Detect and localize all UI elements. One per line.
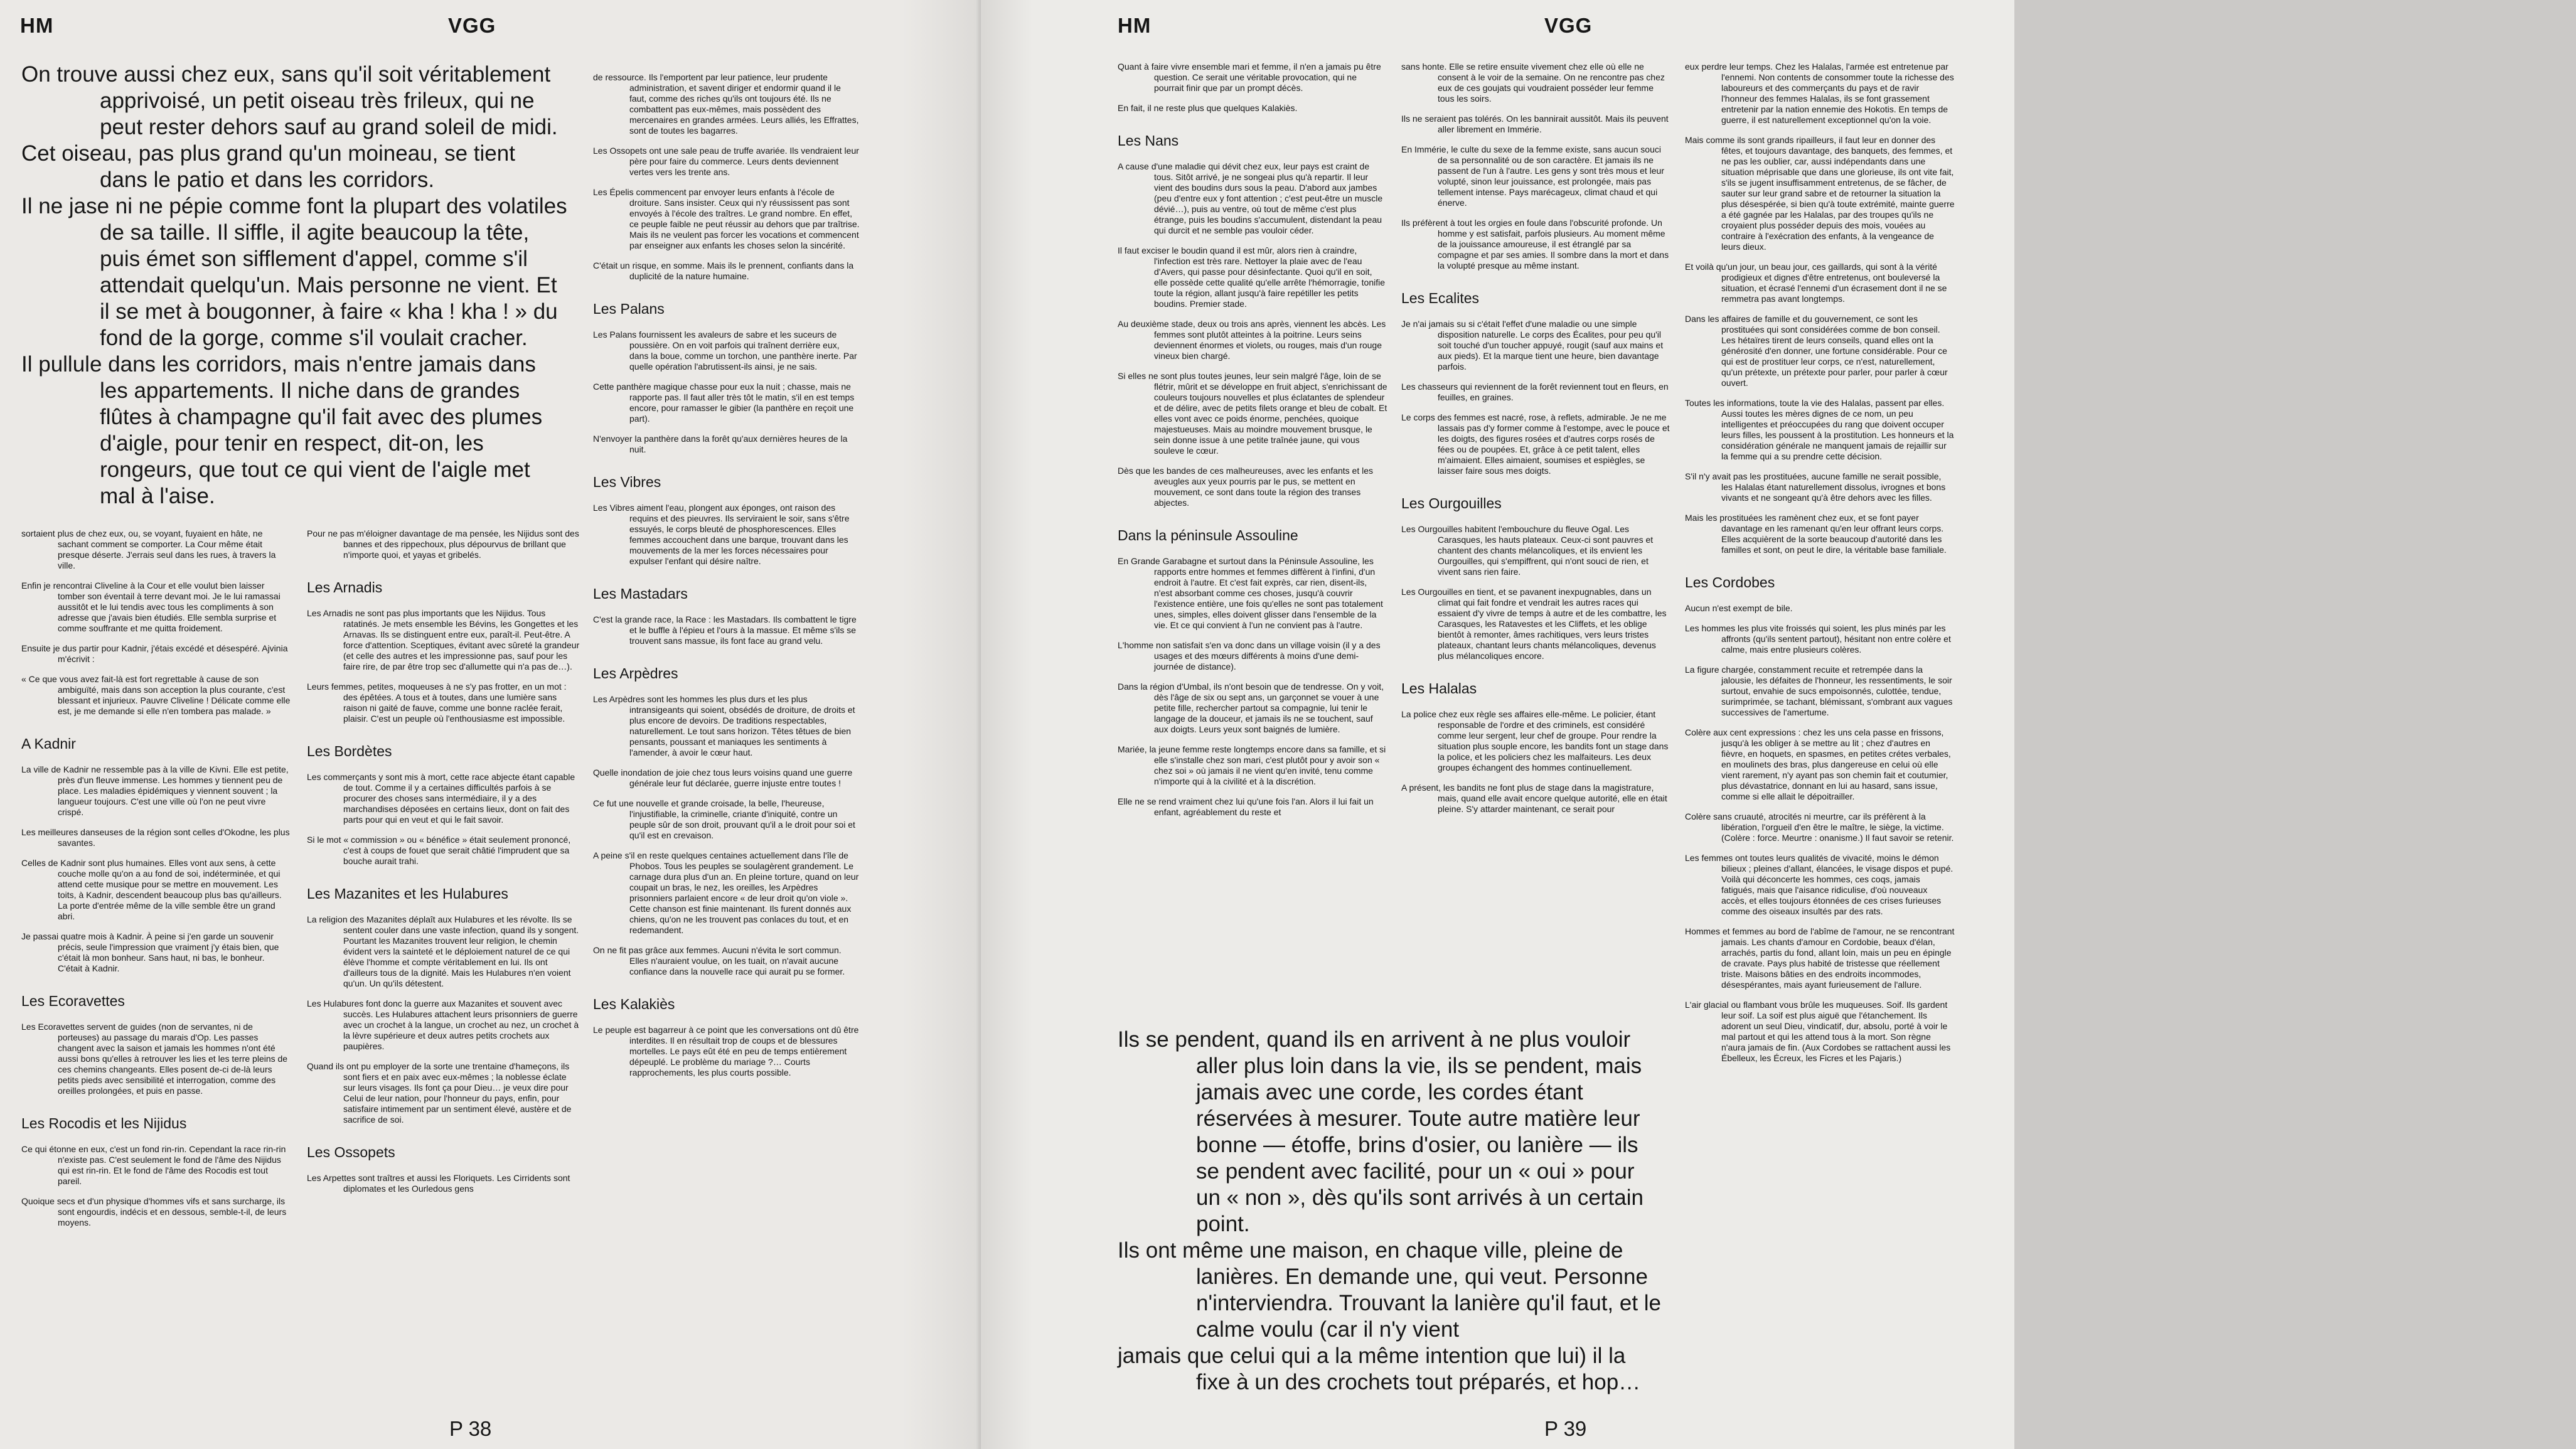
paragraph xyxy=(593,146,860,178)
paragraph xyxy=(1118,103,1387,114)
paragraph xyxy=(1118,161,1387,236)
paragraph-text: Les Ourgouilles habitent l'embouchure du fleuve Ogal. Les Carasques, les hauts plateaux. Ceux-ci sont pauvres et chantent des chants mélancoliques, et ils envient les Ourgouilles, qui s'empiffrent, qui n'ont souci de rien, et vivent sans rien faire. xyxy=(1401,524,1654,577)
paragraph xyxy=(1401,412,1671,476)
paragraph-text: Celles de Kadnir sont plus humaines. Elles vont aux sens, à cette couche molle qu'on a au fond de soi, indéterminée, et qui attend cette musique pour se mettre en mouvement. Les toits, à Kadnir, descendent beaucoup plus bas qu'ailleurs. La porte d'entrée même de la ville semble être un grand abri. xyxy=(21,858,282,921)
section-heading: Les Mazanites et les Hulabures xyxy=(307,885,508,902)
paragraph xyxy=(21,1144,291,1187)
paragraph-text: Dans les affaires de famille et du gouvernement, ce sont les prostituées qui sont considérées comme de bon conseil. Les hétaïres tirent de leurs conseils, quand elles ont la générosité d'en donner, une fortune considérable. Pour ce qui est de prostituer leur corps, ce n'est, naturellement, qu'un prétexte, un prétexte pour parler, pour parler à cœur ouvert. xyxy=(1685,314,1948,388)
paragraph xyxy=(1401,218,1671,271)
paragraph-text: Quelle inondation de joie chez tous leurs voisins quand une guerre générale leur fut déclarée, guerre injuste entre toutes ! xyxy=(593,767,853,788)
section-heading: Les Arnadis xyxy=(307,579,383,596)
text-column-a xyxy=(21,528,291,1238)
paragraph xyxy=(307,608,580,672)
paragraph-text: Ensuite je dus partir pour Kadnir, j'étais excédé et désespéré. Ajvinia m'écrivit : xyxy=(21,643,288,664)
running-head-left: HM xyxy=(20,14,54,37)
backdrop xyxy=(2014,0,2576,1449)
paragraph xyxy=(307,772,580,825)
paragraph-text: Pour ne pas m'éloigner davantage de ma pensée, les Nijidus sont des bannes et des rippechoux, plus dépourvus de brillant que n'importe quoi, et yayas et gribelés. xyxy=(307,528,579,560)
paragraph-text: Enfin je rencontrai Cliveline à la Cour et elle voulut bien laisser tomber son éventail à terre devant moi. Je le lui ramassai aussitôt et le lui tendis avec tous les compliments à son adresse que j'avais bien étudiés. Elle sembla surprise et comme souffrante et me quitta froidement. xyxy=(21,580,281,633)
paragraph-text: sortaient plus de chez eux, ou, se voyant, fuyaient en hâte, ne sachant comment se comporter. La Cour même était presque déserte. J'errais seul dans les rues, à travers la ville. xyxy=(21,528,276,570)
section-heading: Les Ourgouilles xyxy=(1401,495,1502,511)
paragraph xyxy=(1118,744,1387,787)
section-heading: Les Palans xyxy=(593,301,665,317)
paragraph-text: Quand ils ont pu employer de la sorte une trentaine d'hameçons, ils sont fiers et en paix avec eux-mêmes ; la noblesse éclate sur leurs visages. Ils font ça pour Dieu… je veux dire pour Celui de leur nation, pour l'honneur du pays, enfin, pour satisfaire intimement par un sentiment élevé, austère et de sacrifice de soi. xyxy=(307,1061,572,1125)
paragraph xyxy=(307,1173,580,1194)
paragraph xyxy=(1685,471,1955,503)
section-heading: Les Nans xyxy=(1118,132,1179,149)
paragraph-text: Les hommes les plus vite froissés qui soient, les plus minés par les affronts (qu'ils sentent partout), hésitant non entre colère et calme, mais entre plusieurs colères. xyxy=(1685,623,1951,655)
paragraph xyxy=(307,528,580,560)
paragraph-text: A cause d'une maladie qui dévit chez eux, leur pays est craint de tous. Sitôt arrivé, je ne songeai plus qu'à repartir. Il leur vient des boudins durs sous la peau. D'abord aux jambes (peu d'entre eux y font attention ; c'est peut-être un muscle dévié…), puis au ventre, où tout de même c'est plus étrange, puis les boudins s'accumulent, distendant la peau qui durcit et ne semble pas vouloir céder. xyxy=(1118,161,1383,235)
section-heading: Les Ossopets xyxy=(307,1144,395,1160)
paragraph xyxy=(21,674,291,717)
paragraph xyxy=(1401,587,1671,661)
paragraph-text: La police chez eux règle ses affaires elle-même. Le policier, étant responsable de l'ordre et des criminels, est considéré comme leur sergent, leur chef de groupe. Pour rendre la situation plus souple encore, les bandits font un stage dans la police, et les policiers chez les malfaiteurs. Les deux groupes échangent des hommes continuellement. xyxy=(1401,709,1669,773)
paragraph-text: A peine s'il en reste quelques centaines actuellement dans l'île de Phobos. Tous les peuples se soulagèrent grandement. Le carnage dura plus d'un an. En pleine torture, quand on leur coupait un bras, le nez, les oreilles, les Arpèdres prisonniers parlaient encore « de leur droit qu'on viole ». Cette chanson est finie maintenant. Ils furent donnés aux chiens, qu'on ne les trouvent pas conlaces du tout, et en redemandent. xyxy=(593,850,859,935)
paragraph-text: Les Hulabures font donc la guerre aux Mazanites et souvent avec succès. Les Hulabures attachent leurs prisonniers de guerre avec un crochet à la langue, un crochet au nez, un crochet à la lèvre supérieure et deux autres petits crochets aux paupières. xyxy=(307,998,579,1051)
paragraph-text: Mais comme ils sont grands ripailleurs, il faut leur en donner des fêtes, et toujours davantage, des banquets, des femmes, et ne pas les oublier, car, aussi indépendants dans une situation méprisable que dans une glorieuse, ils ont vite fait, s'ils se jugent insuffisamment entretenus, de se fâcher, de sauter sur leur grand sabre et de retourner la situation la plus désespérée, si bien qu'à toute extrémité, mainte guerre a été gagnée par les Halalas, par des troupes qu'ils ne croyaient plus posséder depuis des mois, vouées au contraire à l'exécration des enfants, à la vengeance de leurs dieux. xyxy=(1685,135,1955,252)
paragraph-text: de ressource. Ils l'emportent par leur patience, leur prudente administration, et savent diriger et endormir quand il le faut, comme des riches qu'ils ont toujours été. Ils ne combattent pas eux-mêmes, mais possèdent des mercenaires en grandes armées. Leurs alliés, les Effrattes, sont de toutes les bagarres. xyxy=(593,72,859,136)
paragraph-text: Je n'ai jamais su si c'était l'effet d'une maladie ou une simple disposition naturelle. Le corps des Écalites, pour peu qu'il soit touché d'un toucher appuyé, rougit (sauf aux mains et aux pieds). Et la marque tient une heure, bien davantage parfois. xyxy=(1401,319,1664,372)
paragraph xyxy=(1685,61,1955,126)
paragraph-text: Et voilà qu'un jour, un beau jour, ces gaillards, qui sont à la vérité prodigieux et dignes d'être entretenus, ont bouleversé la situation, et écrasé l'ennemi d'un écrasement dont il ne se remmetra pas avant longtemps. xyxy=(1685,262,1947,304)
paragraph-text: Les Arnadis ne sont pas plus importants que les Nijidus. Tous ratatinés. Je mets ensemble les Bévins, les Gongettes et les Arnavas. Ils se distinguent entre eux, paraît-il. Peut-être. A force d'attention. Sceptiques, évitant avec sûreté la grandeur (et celle des autres et les impressionne pas, sauf pour les faire rire, de par être trop sec d'allumette qui n'a pas de…). xyxy=(307,608,580,671)
paragraph-text: Elle ne se rend vraiment chez lui qu'une fois l'an. Alors il lui fait un enfant, agréablement du reste et xyxy=(1118,796,1374,817)
paragraph-text: Colère aux cent expressions : chez les uns cela passe en frissons, jusqu'à les obliger à se mettre au lit ; chez d'autres en fièvre, en hoquets, en spasmes, en petites crétes verbales, en moulinets des bras, plus dangereuse en celui où elle vient rarement, n'y ayant pas son chemin fait et coutumier, plus dévastatrice, donnant en lui au hasard, sans issue, comme si elle allait le dépoitrailler. xyxy=(1685,727,1951,801)
paragraph xyxy=(593,767,860,789)
paragraph xyxy=(1118,61,1387,94)
paragraph xyxy=(1685,1000,1955,1064)
paragraph xyxy=(1685,603,1955,614)
lead-paragraph: On trouve aussi chez eux, sans qu'il soit véritablement apprivoisé, un petit oiseau très frileux, qui ne peut rester dehors sauf au grand soleil de midi. xyxy=(21,62,558,139)
paragraph xyxy=(593,1025,860,1078)
text-column-a xyxy=(1118,61,1387,827)
paragraph xyxy=(1401,144,1671,208)
paragraph-text: En Immérie, le culte du sexe de la femme existe, sans aucun souci de sa personnalité ou de son caractère. Et jamais ils ne passent de l'un à l'autre. Les gens y sont très mous et leur volupté, sinon leur jouissance, est prolongée, mais pas tellement intense. Pays marécageux, climat chaud et qui énerve. xyxy=(1401,144,1664,208)
paragraph-text: Aucun n'est exempt de bile. xyxy=(1685,603,1793,613)
paragraph-text: C'est la grande race, la Race : les Mastadars. Ils combattent le tigre et le buffle à l'épieu et l'ours à la massue. Et même s'ils se trouvent sans massue, ils font face au grand velu. xyxy=(593,614,857,646)
paragraph-text: En fait, il ne reste plus que quelques Kalakiès. xyxy=(1118,103,1298,113)
paragraph xyxy=(1685,727,1955,802)
paragraph xyxy=(1685,853,1955,917)
paragraph xyxy=(1685,398,1955,462)
paragraph-text: S'il n'y avait pas les prostituées, aucune famille ne serait possible, les Halalas étant naturellement dissolus, ivrognes et bons vivants et ne songeant qu'à être dehors avec les filles. xyxy=(1685,471,1946,503)
paragraph xyxy=(1685,665,1955,718)
lead-paragraph: jamais que celui qui a la même intention que lui) il la fixe à un des crochets tout préparés, et hop… xyxy=(1118,1344,1641,1394)
paragraph xyxy=(1401,709,1671,773)
paragraph xyxy=(21,764,291,818)
paragraph-text: Hommes et femmes au bord de l'abîme de l'amour, ne se rencontrant jamais. Les chants d'amour en Cordobie, beaux d'élan, arrachés, partis du fond, allant loin, mais un peu en épingle de cravate. Pays plus habité de tristesse que réellement triste. Maisons bâties en des endroits incommodes, désespérantes, mais ayant furieusement de l'allure. xyxy=(1685,926,1955,990)
paragraph-text: Ils préfèrent à tout les orgies en foule dans l'obscurité profonde. Un homme y est satisfait, parfois plusieurs. Au moment même de la jouissance amoureuse, il est étranglé par sa compagne et par ses amies. Il sombre dans la mort et dans la volupté presque au même instant. xyxy=(1401,218,1669,270)
text-column-b xyxy=(307,528,580,1204)
running-head-left: HM xyxy=(1118,14,1152,37)
lead-text xyxy=(1118,1027,1664,1396)
paragraph xyxy=(593,945,860,977)
paragraph-text: Le peuple est bagarreur à ce point que les conversations ont dû être interdites. Il en résultait trop de coups et de blessures mortelles. Le pays eût été en peu de temps entièrement dépeuplé. Le problème du mariage ?… Courts rapprochements, les plus courts possible. xyxy=(593,1025,859,1077)
paragraph-text: Les Ourgouilles en tient, et se pavanent inexpugnables, dans un climat qui fait fondre et vendrait les autres races qui essaient d'y vivre de temps à autre et de les combattre, les Carasques, les Ratavestes et les Cliffets, et les oblige bientôt à remonter, âmes rachitiques, vers leurs tristes plateaux, chantant leurs chants mélancoliques, devenus plus mélancoliques encore. xyxy=(1401,587,1667,661)
paragraph-text: C'était un risque, en somme. Mais ils le prennent, confiants dans la duplicité de la nature humaine. xyxy=(593,260,854,281)
lead-paragraph: Il pullule dans les corridors, mais n'entre jamais dans les appartements. Il niche dans de grandes flûtes à champagne qu'il fait avec des plumes d'aigle, pour tenir en respect, dit-on, les rongeurs, que tout ce qui vient de l'aigle met mal à l'aise. xyxy=(21,352,543,508)
paragraph xyxy=(1118,640,1387,672)
paragraph xyxy=(593,72,860,136)
section-heading: Les Rocodis et les Nijidus xyxy=(21,1115,187,1131)
paragraph-text: Les Arpettes sont traîtres et aussi les Floriquets. Les Cirridents sont diplomates et les Ourledous gens xyxy=(307,1173,570,1194)
paragraph-text: La religion des Mazanites déplaît aux Hulabures et les révolte. Ils se sentent couler dans une vaste infection, quand ils y songent. Pourtant les Mazanites trouvent leur religion, le chemin évident vers la sainteté et le déploiement naturel de ce qui élève l'homme et compte véritablement en lui. Ils ont d'ailleurs tous de la dignité. Mais les Hulabures n'en voient qu'un. Un qu'ils détestent. xyxy=(307,914,579,988)
paragraph xyxy=(593,850,860,936)
paragraph xyxy=(593,187,860,251)
paragraph xyxy=(1685,513,1955,555)
paragraph-text: En Grande Garabagne et surtout dans la Péninsule Assouline, les rapports entre hommes et femmes diffèrent à l'infini, d'un endroit à l'autre. Et c'est fait exprès, car rien, disent-ils, n'est absorbant comme ces choses, jusqu'à couvrir l'existence entière, une fois qu'elles ne sont pas totalement unes, simples, elles doivent glisser dans l'ensemble de la vie. Et ce qui convient à l'un ne convient pas à l'autre. xyxy=(1118,556,1383,630)
paragraph-text: Les commerçants y sont mis à mort, cette race abjecte étant capable de tout. Comme il y a certaines difficultés parfois à se procurer des choses sans intermédiaire, il y a des marchandises déposées en certains lieux, dont on fait des parts pour qui en veut et qui le fait savoir. xyxy=(307,772,575,825)
paragraph xyxy=(307,835,580,867)
paragraph xyxy=(1118,556,1387,631)
paragraph-text: N'envoyer la panthère dans la forêt qu'aux dernières heures de la nuit. xyxy=(593,434,848,454)
page-number: P 38 xyxy=(449,1417,492,1440)
paragraph-text: Il faut exciser le boudin quand il est mûr, alors rien à craindre, l'infection est très rare. Nettoyer la plaie avec de l'eau d'Avers, qui passe pour désinfectante. Quoi qu'il en soit, elle possède cette qualité qu'elle arrête l'hémorragie, tonifie toute la région, allant jusqu'à faire repétiller les petits boudins. Premier stade. xyxy=(1118,245,1386,309)
section-heading: Les Ecalites xyxy=(1401,290,1480,306)
paragraph xyxy=(21,1022,291,1096)
paragraph-text: L'air glacial ou flambant vous brûle les muqueuses. Soif. Ils gardent leur soif. La soif est plus aiguë que l'étanchement. Ils adorent un seul Dieu, vindicatif, dur, absolu, porté à voir le mal partout et qui les attend tous à la mort. Son règne n'aura jamais de fin. (Aux Cordobes se rattachent aussi les Ébelleux, les Écreux, les Ficres et les Pajaris.) xyxy=(1685,1000,1951,1063)
page-number: P 39 xyxy=(1544,1417,1587,1440)
paragraph xyxy=(1685,926,1955,990)
paragraph-text: A présent, les bandits ne font plus de stage dans la magistrature, mais, quand elle avait encore quelque autorité, elle en était pleine. S'y attarder maintenant, ce serait pour xyxy=(1401,783,1667,814)
paragraph-text: sans honte. Elle se retire ensuite vivement chez elle où elle ne consent à le voir de la semaine. On ne rencontre pas chez eux de ces goujats qui voudraient posséder leur femme tous les soirs. xyxy=(1401,61,1665,104)
paragraph xyxy=(21,580,291,634)
paragraph xyxy=(21,528,291,571)
paragraph-text: Les femmes ont toutes leurs qualités de vivacité, moins le démon bilieux ; pleines d'allant, élancées, le visage dispos et pupé. Voilà qui déconcerte les hommes, ces coqs, jamais fatigués, mais que l'aisance ridiculise, d'où nouveaux accès, et elles toujours étonnées de ces crises furieuses comme des oiseaux insultés par des rats. xyxy=(1685,853,1953,916)
paragraph xyxy=(1685,811,1955,843)
paragraph-text: Toutes les informations, toute la vie des Halalas, passent par elles. Aussi toutes les mères dignes de ce nom, un peu intelligentes et préoccupées du rang que doivent occuper leurs filles, les poussent à la prostitution. Les honneurs et la considération générale ne manquent jamais de rejaillir sur la femme qui a su prendre cette décision. xyxy=(1685,398,1954,461)
paragraph xyxy=(1118,682,1387,735)
paragraph xyxy=(1401,382,1671,403)
text-column-c xyxy=(1685,61,1955,1073)
paragraph-text: La ville de Kadnir ne ressemble pas à la ville de Kivni. Elle est petite, près d'un fleuve immense. Les hommes y tiennent peu de place. Les maladies épidémiques y viennent souvent ; la langueur toujours. C'est une ville où l'on ne peut vivre crispé. xyxy=(21,764,289,817)
paragraph xyxy=(307,998,580,1052)
paragraph xyxy=(1118,371,1387,456)
section-heading: Les Bordètes xyxy=(307,743,392,759)
section-heading: A Kadnir xyxy=(21,735,76,752)
paragraph-text: Les Palans fournissent les avaleurs de sabre et les suceurs de poussière. On en voit parfois qui traînent derrière eux, dans la boue, comme un torchon, une panthère inerte. Par quelle opération l'abrutissent-ils ainsi, je ne sais. xyxy=(593,329,857,372)
section-heading: Les Kalakiès xyxy=(593,996,675,1012)
paragraph-text: Ce fut une nouvelle et grande croisade, la belle, l'heureuse, l'injustifiable, la criminelle, criante d'iniquité, contre un peuple sûr de son droit, prouvant qu'il a le droit pour soi et qu'il est en crevaison. xyxy=(593,798,855,840)
paragraph xyxy=(1401,319,1671,372)
paragraph xyxy=(1118,245,1387,309)
paragraph-text: Je passai quatre mois à Kadnir. À peine si j'en garde un souvenir précis, seule l'impression que vraiment j'y étais bien, que c'était là mon bonheur. Sans haut, ni bas, le bonheur. C'était à Kadnir. xyxy=(21,931,279,973)
section-heading: Les Vibres xyxy=(593,474,661,490)
paragraph-text: Quoique secs et d'un physique d'hommes vifs et sans surcharge, ils sont engourdis, indécis et en dessous, semble-t-il, de leurs moyens. xyxy=(21,1196,287,1227)
paragraph-text: Mariée, la jeune femme reste longtemps encore dans sa famille, et si elle s'installe chez son mari, c'est plutôt pour y avoir son « chez soi » où jamais il ne vient qu'en invité, tenu comme n'importe qui à la civilité et à la discrétion. xyxy=(1118,744,1386,786)
lead-paragraph: Cet oiseau, pas plus grand qu'un moineau, se tient dans le patio et dans les corridors. xyxy=(21,141,515,192)
paragraph-text: Les meilleures danseuses de la région sont celles d'Okodne, les plus savantes. xyxy=(21,827,290,848)
paragraph xyxy=(307,914,580,989)
section-heading: Dans la péninsule Assouline xyxy=(1118,527,1298,543)
paragraph xyxy=(593,798,860,841)
paragraph xyxy=(1685,262,1955,304)
paragraph-text: Si le mot « commission » ou « bénéfice » était seulement prononcé, c'est à coups de fouet que serait châtié l'imprudent que sa bouche aurait trahi. xyxy=(307,835,571,866)
section-heading: Les Mastadars xyxy=(593,585,688,602)
paragraph xyxy=(307,1061,580,1125)
paragraph-text: Dès que les bandes de ces malheureuses, avec les enfants et les aveugles aux yeux pourris par le pus, se mettent en mouvement, ce sont dans toute la région des transes abjectes. xyxy=(1118,466,1374,508)
paragraph-text: Les Ossopets ont une sale peau de truffe avariée. Ils vendraient leur père pour faire du commerce. Leurs dents deviennent vertes vers les trente ans. xyxy=(593,146,859,177)
paragraph-text: Les chasseurs qui reviennent de la forêt reviennent tout en fleurs, en feuilles, en graines. xyxy=(1401,382,1669,402)
lead-paragraph: Il ne jase ni ne pépie comme font la plupart des volatiles de sa taille. Il siffle, il agite beaucoup la tête, puis émet son sifflement d'appel, comme s'il attendait quelqu'un. Mais personne ne vient. Et il se met à bougonner, à faire « kha ! kha ! » du fond de la gorge, comme s'il voulait cracher. xyxy=(21,194,567,350)
text-column-c xyxy=(593,72,860,1088)
paragraph-text: Les Ecoravettes servent de guides (non de servantes, ni de porteuses) au passage du marais d'Op. Les passes changent avec la saison et jamais les hommes n'ont été aussi bons qu'elles à retrouver les lies et les terre pleins de ces chemins changeants. Elles posent de-ci de-là leurs petits pieds avec sensibilité et interrogation, comme des oreilles prolongées, et puis en passe. xyxy=(21,1022,288,1096)
paragraph xyxy=(1401,114,1671,135)
paragraph xyxy=(1118,319,1387,361)
paragraph-text: La figure chargée, constamment recuite et retrempée dans la jalousie, les défaites de l'honneur, les ressentiments, le soir surtout, envahie de sucs empoisonnés, culottée, tendue, surimprimée, se tachant, blémissant, s'ombrant aux vagues successives de l'amertume. xyxy=(1685,665,1953,717)
left-page xyxy=(0,0,981,1449)
paragraph xyxy=(1118,466,1387,508)
section-heading: Les Halalas xyxy=(1401,680,1477,697)
section-heading: Les Ecoravettes xyxy=(21,993,125,1009)
section-heading: Les Cordobes xyxy=(1685,574,1775,591)
paragraph-text: Au deuxième stade, deux ou trois ans après, viennent les abcès. Les femmes sont plutôt atteintes à la poitrine. Leurs seins deviennent énormes et violets, ou rouges, mais d'un rouge vineux bien chargé. xyxy=(1118,319,1386,361)
paragraph-text: Leurs femmes, petites, moqueuses à ne s'y pas frotter, en un mot : des épêtées. A tous et à toutes, dans une lumière sans raison ni gaité de fauve, comme une bonne raclée ferait, plaisir. C'est un peuple où l'enthousiasme est impossible. xyxy=(307,682,567,724)
paragraph xyxy=(593,382,860,424)
paragraph xyxy=(1401,783,1671,815)
paragraph-text: Si elles ne sont plus toutes jeunes, leur sein malgré l'âge, loin de se flétrir, mûrit et se développe en fruit abject, s'enrichissant de couleurs toujours nouvelles et plus éclatantes de splendeur et de délire, avec de petits filets orange et bleu de cobalt. Et elles vont avec ce poids énorme, penchées, quoique majestueuses. Mais au moindre mouvement brusque, le sein donne issue à une petite traînée jaune, qui vous souleve le cœur. xyxy=(1118,371,1387,456)
right-page xyxy=(981,0,2014,1449)
paragraph xyxy=(1685,135,1955,252)
paragraph xyxy=(21,858,291,922)
paragraph xyxy=(593,694,860,758)
paragraph-text: Dans la région d'Umbal, ils n'ont besoin que de tendresse. On y voit, dès l'âge de six ou sept ans, un garçonnet se vouer à une petite fille, rechercher partout sa compagnie, lui tenir le langage de la douceur, et jamais ils ne se touchent, sauf aux doigts. Leurs yeux sont baignés de lumière. xyxy=(1118,682,1384,734)
paragraph xyxy=(21,827,291,848)
paragraph-text: L'homme non satisfait s'en va donc dans un village voisin (il y a des usages et des mœurs différents à moins d'une demi-journée de distance). xyxy=(1118,640,1381,671)
paragraph-text: eux perdre leur temps. Chez les Halalas, l'armée est entretenue par l'ennemi. Non contents de consommer toute la richesse des laboureurs et des commerçants du pays et de ravir l'honneur des femmes Halalas, ils se font grassement entretenir par la nation ennemie des Hokotis. En temps de guerre, il est naturellement exceptionnel qu'on la voie. xyxy=(1685,61,1954,125)
paragraph-text: Cette panthère magique chasse pour eux la nuit ; chasse, mais ne rapporte pas. Il faut aller très tôt le matin, s'il en est temps encore, pour ramasser le gibier (la panthère en reçoit une part). xyxy=(593,382,855,424)
paragraph-text: « Ce que vous avez fait-là est fort regrettable à cause de son ambiguïté, mais dans son acception la plus courante, c'est blessant et injurieux. Pauvre Cliveline ! Délicate comme elle est, je me demande si elle n'en tombera pas malade. » xyxy=(21,674,291,716)
paragraph-text: Les Épelis commencent par envoyer leurs enfants à l'école de droiture. Sans insister. Ceux qui n'y réussissent pas sont envoyés à l'école des traîtres. Le grand nombre. En effet, ce peuple faible ne peut réussir au dehors que par traîtrise. Mais ils ne veulent pas forcer les vocations et commencent par enseigner aux enfants les choses selon la sincérité. xyxy=(593,187,860,250)
paragraph xyxy=(1401,524,1671,577)
paragraph-text: Les Vibres aiment l'eau, plongent aux éponges, ont raison des requins et des pieuvres. Ils serviraient le soir, sans s'être essuyés, le corps bleuté de phosphorescences. Elles femmes accouchent dans une barque, trouvant dans les mouvements de la mer les forces nécessaires pour expulser l'enfant qui désire naître. xyxy=(593,503,850,566)
paragraph xyxy=(21,931,291,974)
paragraph xyxy=(593,329,860,372)
paragraph xyxy=(1401,61,1671,104)
paragraph-text: Les Arpèdres sont les hommes les plus durs et les plus intransigeants qui soient, obsédés de droiture, de droits et plus encore de devoirs. De traditions respectables, naturellement. Le tout sans horizon. Têtes têtues de bien pensants, poussant et maniaques les sentiments à l'amender, à avoir le cœur haut. xyxy=(593,694,855,757)
paragraph-text: On ne fit pas grâce aux femmes. Aucuni n'évita le sort commun. Elles n'auraient voulue, on les tuait, on n'avait aucune confiance dans la nouvelle race qui aurait pu se former. xyxy=(593,945,845,976)
paragraph-text: Mais les prostituées les ramènent chez eux, et se font payer davantage en les ramenant qu'en leur offrant leurs corps. Elles acquièrent de la sorte beaucoup d'autorité dans les familles et sont, on peut le dire, la véritable base familiale. xyxy=(1685,513,1947,555)
paragraph xyxy=(593,434,860,455)
paragraph-text: Ils ne seraient pas tolérés. On les bannirait aussitôt. Mais ils peuvent aller librement en Immérie. xyxy=(1401,114,1669,134)
running-head-right: VGG xyxy=(448,14,496,37)
running-head-right: VGG xyxy=(1544,14,1593,37)
paragraph xyxy=(593,503,860,567)
paragraph xyxy=(593,614,860,646)
lead-paragraph: Ils se pendent, quand ils en arrivent à ne plus vouloir aller plus loin dans la vie, ils se pendent, mais jamais avec une corde, les cordes étant réservées à mesurer. Toute autre matière leur bonne — étoffe, brins d'osier, ou lanière — ils se pendent avec facilité, pour un « oui » pour un « non », dès qu'ils sont arrivés à un certain point. xyxy=(1118,1027,1643,1236)
lead-text xyxy=(21,61,569,510)
paragraph xyxy=(307,682,580,724)
paragraph-text: Quant à faire vivre ensemble mari et femme, il n'en a jamais pu être question. Ce serait une véritable provocation, qui ne pourrait finir que par un prompt décès. xyxy=(1118,61,1381,93)
paragraph xyxy=(21,643,291,665)
section-heading: Les Arpèdres xyxy=(593,665,678,682)
paragraph xyxy=(593,260,860,282)
paragraph xyxy=(1118,796,1387,818)
paragraph xyxy=(21,1196,291,1228)
lead-paragraph: Ils ont même une maison, en chaque ville, pleine de lanières. En demande une, qui veut. Personne n'interviendra. Trouvant la lanière qu'il faut, et le calme voulu (car il n'y vient xyxy=(1118,1238,1662,1342)
paragraph-text: Colère sans cruauté, atrocités ni meurtre, car ils préfèrent à la libération, l'orgueil d'en être le maître, le siège, la victime. (Colère : force. Meurtre : onanisme.) Il faut savoir se retenir. xyxy=(1685,811,1954,843)
paragraph-text: Le corps des femmes est nacré, rose, à reflets, admirable. Je ne me lassais pas d'y former comme à l'estompe, avec le pouce et les doigts, des figures rosées et d'autres corps rosés de fées ou de poupées. Et, grâce à ce petit talent, elles m'aimaient. Elles aimaient, soumises et espiègles, se laisser faire sous mes doigts. xyxy=(1401,412,1670,476)
text-column-b xyxy=(1401,61,1671,824)
paragraph xyxy=(1685,314,1955,388)
paragraph xyxy=(1685,623,1955,655)
paragraph-text: Ce qui étonne en eux, c'est un fond rin-rin. Cependant la race rin-rin n'existe pas. C'est seulement le fond de l'âme des Nijidus qui est rin-rin. Et le fond de l'âme des Rocodis est tout pareil. xyxy=(21,1144,286,1186)
